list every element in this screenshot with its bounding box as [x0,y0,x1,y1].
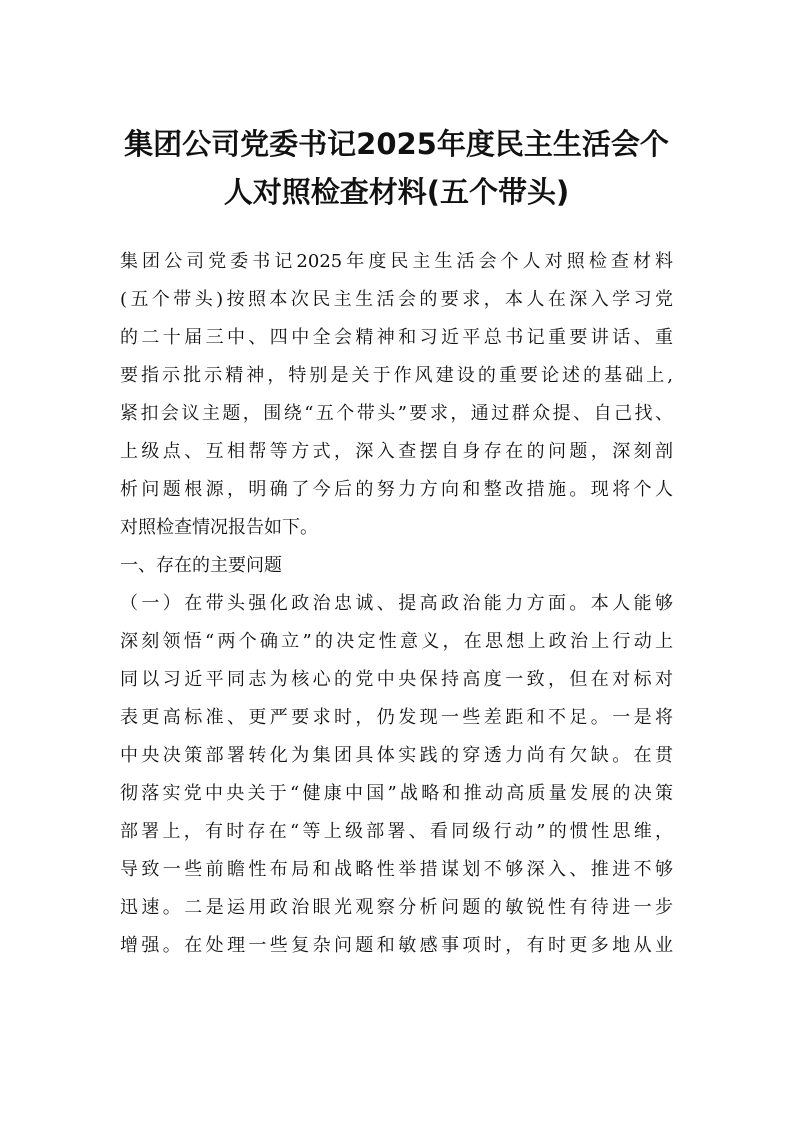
document-title-line-2: 人对照检查材料(五个带头) [223,175,570,209]
body-line: 增强。在处理一些复杂问题和敏感事项时，有时更多地从业 [120,935,673,956]
body-line: 的二十届三中、四中全会精神和习近平总书记重要讲话、重 [120,327,673,348]
body-line: 彻落实党中央关于“健康中国”战略和推动高质量发展的决策 [120,783,673,804]
body-line: 上级点、互相帮等方式，深入查摆自身存在的问题，深刻剖 [120,441,673,462]
body-line: 深刻领悟“两个确立”的决定性意义，在思想上政治上行动上 [120,631,673,652]
body-line: 导致一些前瞻性布局和战略性举措谋划不够深入、推进不够 [120,859,673,880]
body-line: 同以习近平同志为核心的党中央保持高度一致，但在对标对 [120,669,673,690]
body-line: 紧扣会议主题，围绕“五个带头”要求，通过群众提、自己找、 [120,403,673,424]
body-line: 表更高标准、更严要求时，仍发现一些差距和不足。一是将 [120,707,673,728]
body-line: 中央决策部署转化为集团具体实践的穿透力尚有欠缺。在贯 [120,745,673,766]
body-line: 部署上，有时存在“等上级部署、看同级行动”的惯性思维， [120,821,673,842]
body-line: 对照检查情况报告如下。 [120,517,318,538]
body-line: 析问题根源，明确了今后的努力方向和整改措施。现将个人 [120,479,673,500]
document-title-line-1: 集团公司党委书记2025年度民主生活会个 [124,127,669,161]
section-heading: 一、存在的主要问题 [120,555,282,576]
body-line: 迅速。二是运用政治眼光观察分析问题的敏锐性有待进一步 [120,897,673,918]
body-line: 集团公司党委书记2025年度民主生活会个人对照检查材料 [120,251,673,272]
body-line: 要指示批示精神，特别是关于作风建设的重要论述的基础上, [120,365,673,386]
body-line: (五个带头)按照本次民主生活会的要求，本人在深入学习党 [120,289,673,310]
body-line: （一）在带头强化政治忠诚、提高政治能力方面。本人能够 [120,593,673,614]
